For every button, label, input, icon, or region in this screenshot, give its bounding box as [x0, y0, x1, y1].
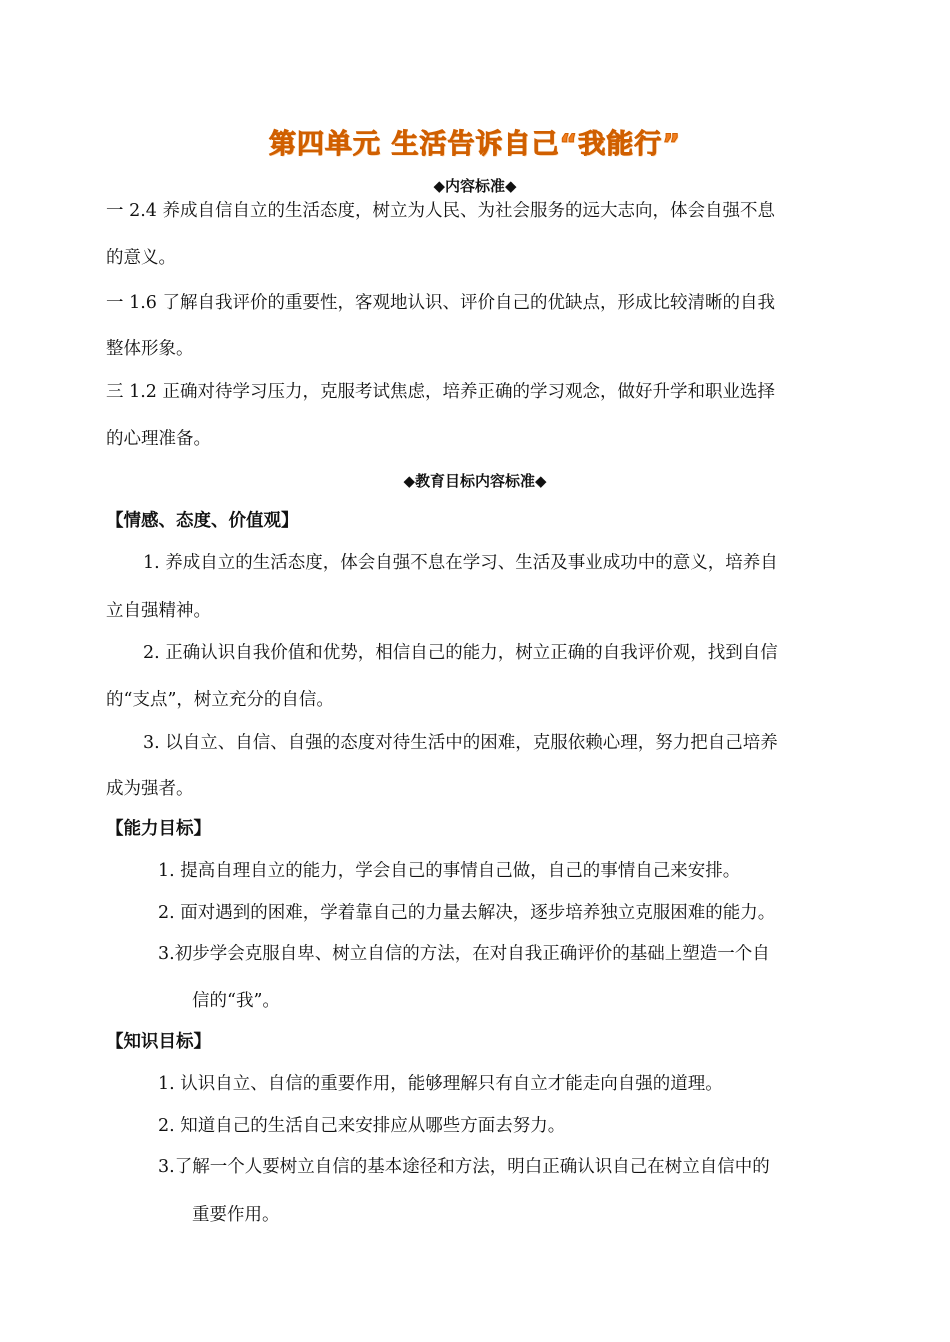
ability-heading: 【能力目标】	[106, 819, 211, 839]
emotion-line: 1. 养成自立的生活态度，体会自强不息在学习、生活及事业成功中的意义，培养自	[143, 553, 778, 573]
emotion-heading: 【情感、态度、价值观】	[106, 511, 299, 531]
ability-line: 3.初步学会克服自卑、树立自信的方法，在对自我正确评价的基础上塑造一个自	[158, 944, 770, 964]
emotion-line: 3. 以自立、自信、自强的态度对待生活中的困难，克服依赖心理，努力把自己培养	[143, 733, 778, 753]
ability-line: 信的“我”。	[192, 991, 280, 1011]
unit-title: 第四单元 生活告诉自己“我能行”	[269, 129, 681, 160]
content-standard-line: 一 2.4 养成自信自立的生活态度，树立为人民、为社会服务的远大志向，体会自强不息	[106, 201, 775, 221]
knowledge-line: 重要作用。	[192, 1205, 280, 1225]
content-standard-heading: ◆内容标准◆	[433, 177, 517, 195]
ability-line: 1. 提高自理自立的能力，学会自己的事情自己做，自己的事情自己来安排。	[158, 861, 741, 881]
ability-line: 2. 面对遇到的困难，学着靠自己的力量去解决，逐步培养独立克服困难的能力。	[158, 903, 776, 923]
emotion-line: 的“支点”，树立充分的自信。	[106, 690, 334, 710]
content-standard-line: 三 1.2 正确对待学习压力，克服考试焦虑，培养正确的学习观念，做好升学和职业选择	[106, 382, 775, 402]
content-standard-line: 一 1.6 了解自我评价的重要性，客观地认识、评价自己的优缺点，形成比较清晰的自我	[106, 293, 775, 313]
content-standard-line: 整体形象。	[106, 339, 194, 359]
knowledge-heading: 【知识目标】	[106, 1032, 211, 1052]
emotion-line: 2. 正确认识自我价值和优势，相信自己的能力，树立正确的自我评价观，找到自信	[143, 643, 778, 663]
knowledge-line: 1. 认识自立、自信的重要作用，能够理解只有自立才能走向自强的道理。	[158, 1074, 723, 1094]
emotion-line: 立自强精神。	[106, 601, 211, 621]
knowledge-line: 2. 知道自己的生活自己来安排应从哪些方面去努力。	[158, 1116, 566, 1136]
knowledge-line: 3.了解一个人要树立自信的基本途径和方法，明白正确认识自己在树立自信中的	[158, 1157, 770, 1177]
content-standard-line: 的心理准备。	[106, 429, 211, 449]
education-goals-heading: ◆教育目标内容标准◆	[403, 472, 547, 490]
emotion-line: 成为强者。	[106, 779, 194, 799]
content-standard-line: 的意义。	[106, 248, 176, 268]
